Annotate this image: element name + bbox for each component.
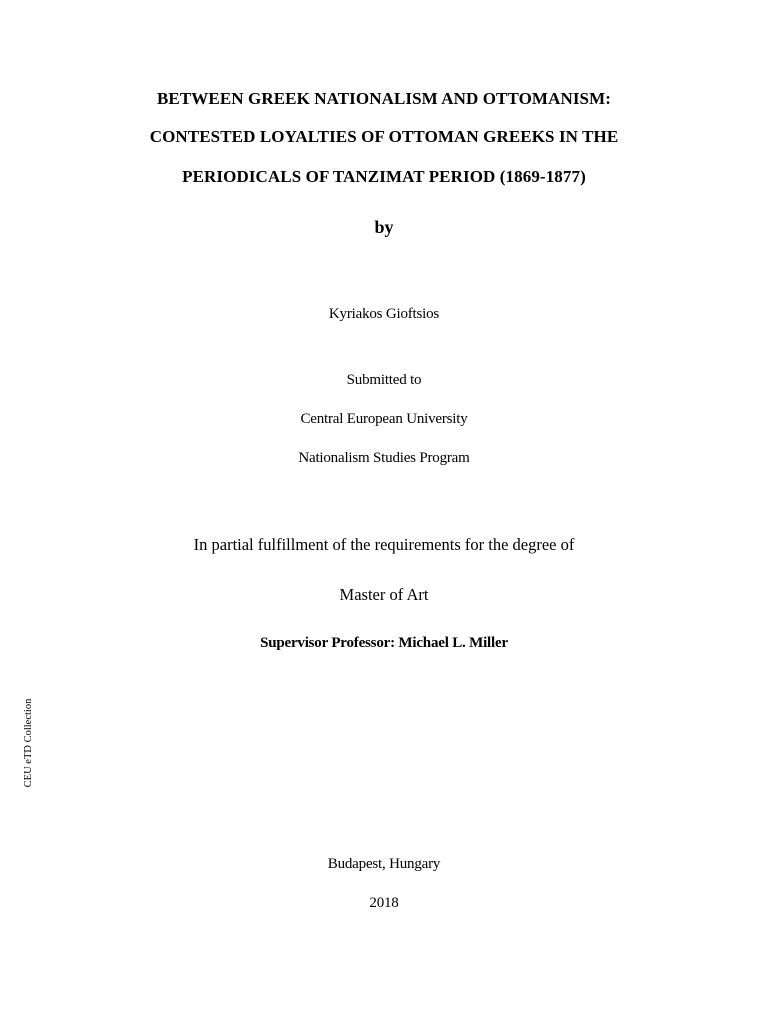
fulfillment-statement: In partial fulfillment of the requirements for the degree of — [193, 535, 575, 554]
program-name: Nationalism Studies Program — [298, 450, 470, 466]
by-label: by — [374, 217, 394, 237]
title-line-1: BETWEEN GREEK NATIONALISM AND OTTOMANISM: — [156, 89, 612, 108]
side-collection-stamp-text: CEU eTD Collection — [22, 698, 34, 788]
supervisor-line: Supervisor Professor: Michael L. Miller — [260, 635, 508, 651]
degree-name: Master of Art — [339, 585, 429, 604]
title-line-2: CONTESTED LOYALTIES OF OTTOMAN GREEKS IN THE — [149, 127, 619, 146]
university-name: Central European University — [300, 411, 468, 427]
title-line-3: PERIODICALS OF TANZIMAT PERIOD (1869-1877) — [182, 167, 586, 186]
author-name: Kyriakos Gioftsios — [328, 306, 440, 322]
submitted-to-label: Submitted to — [346, 372, 422, 388]
location: Budapest, Hungary — [327, 856, 441, 872]
year: 2018 — [369, 895, 399, 911]
